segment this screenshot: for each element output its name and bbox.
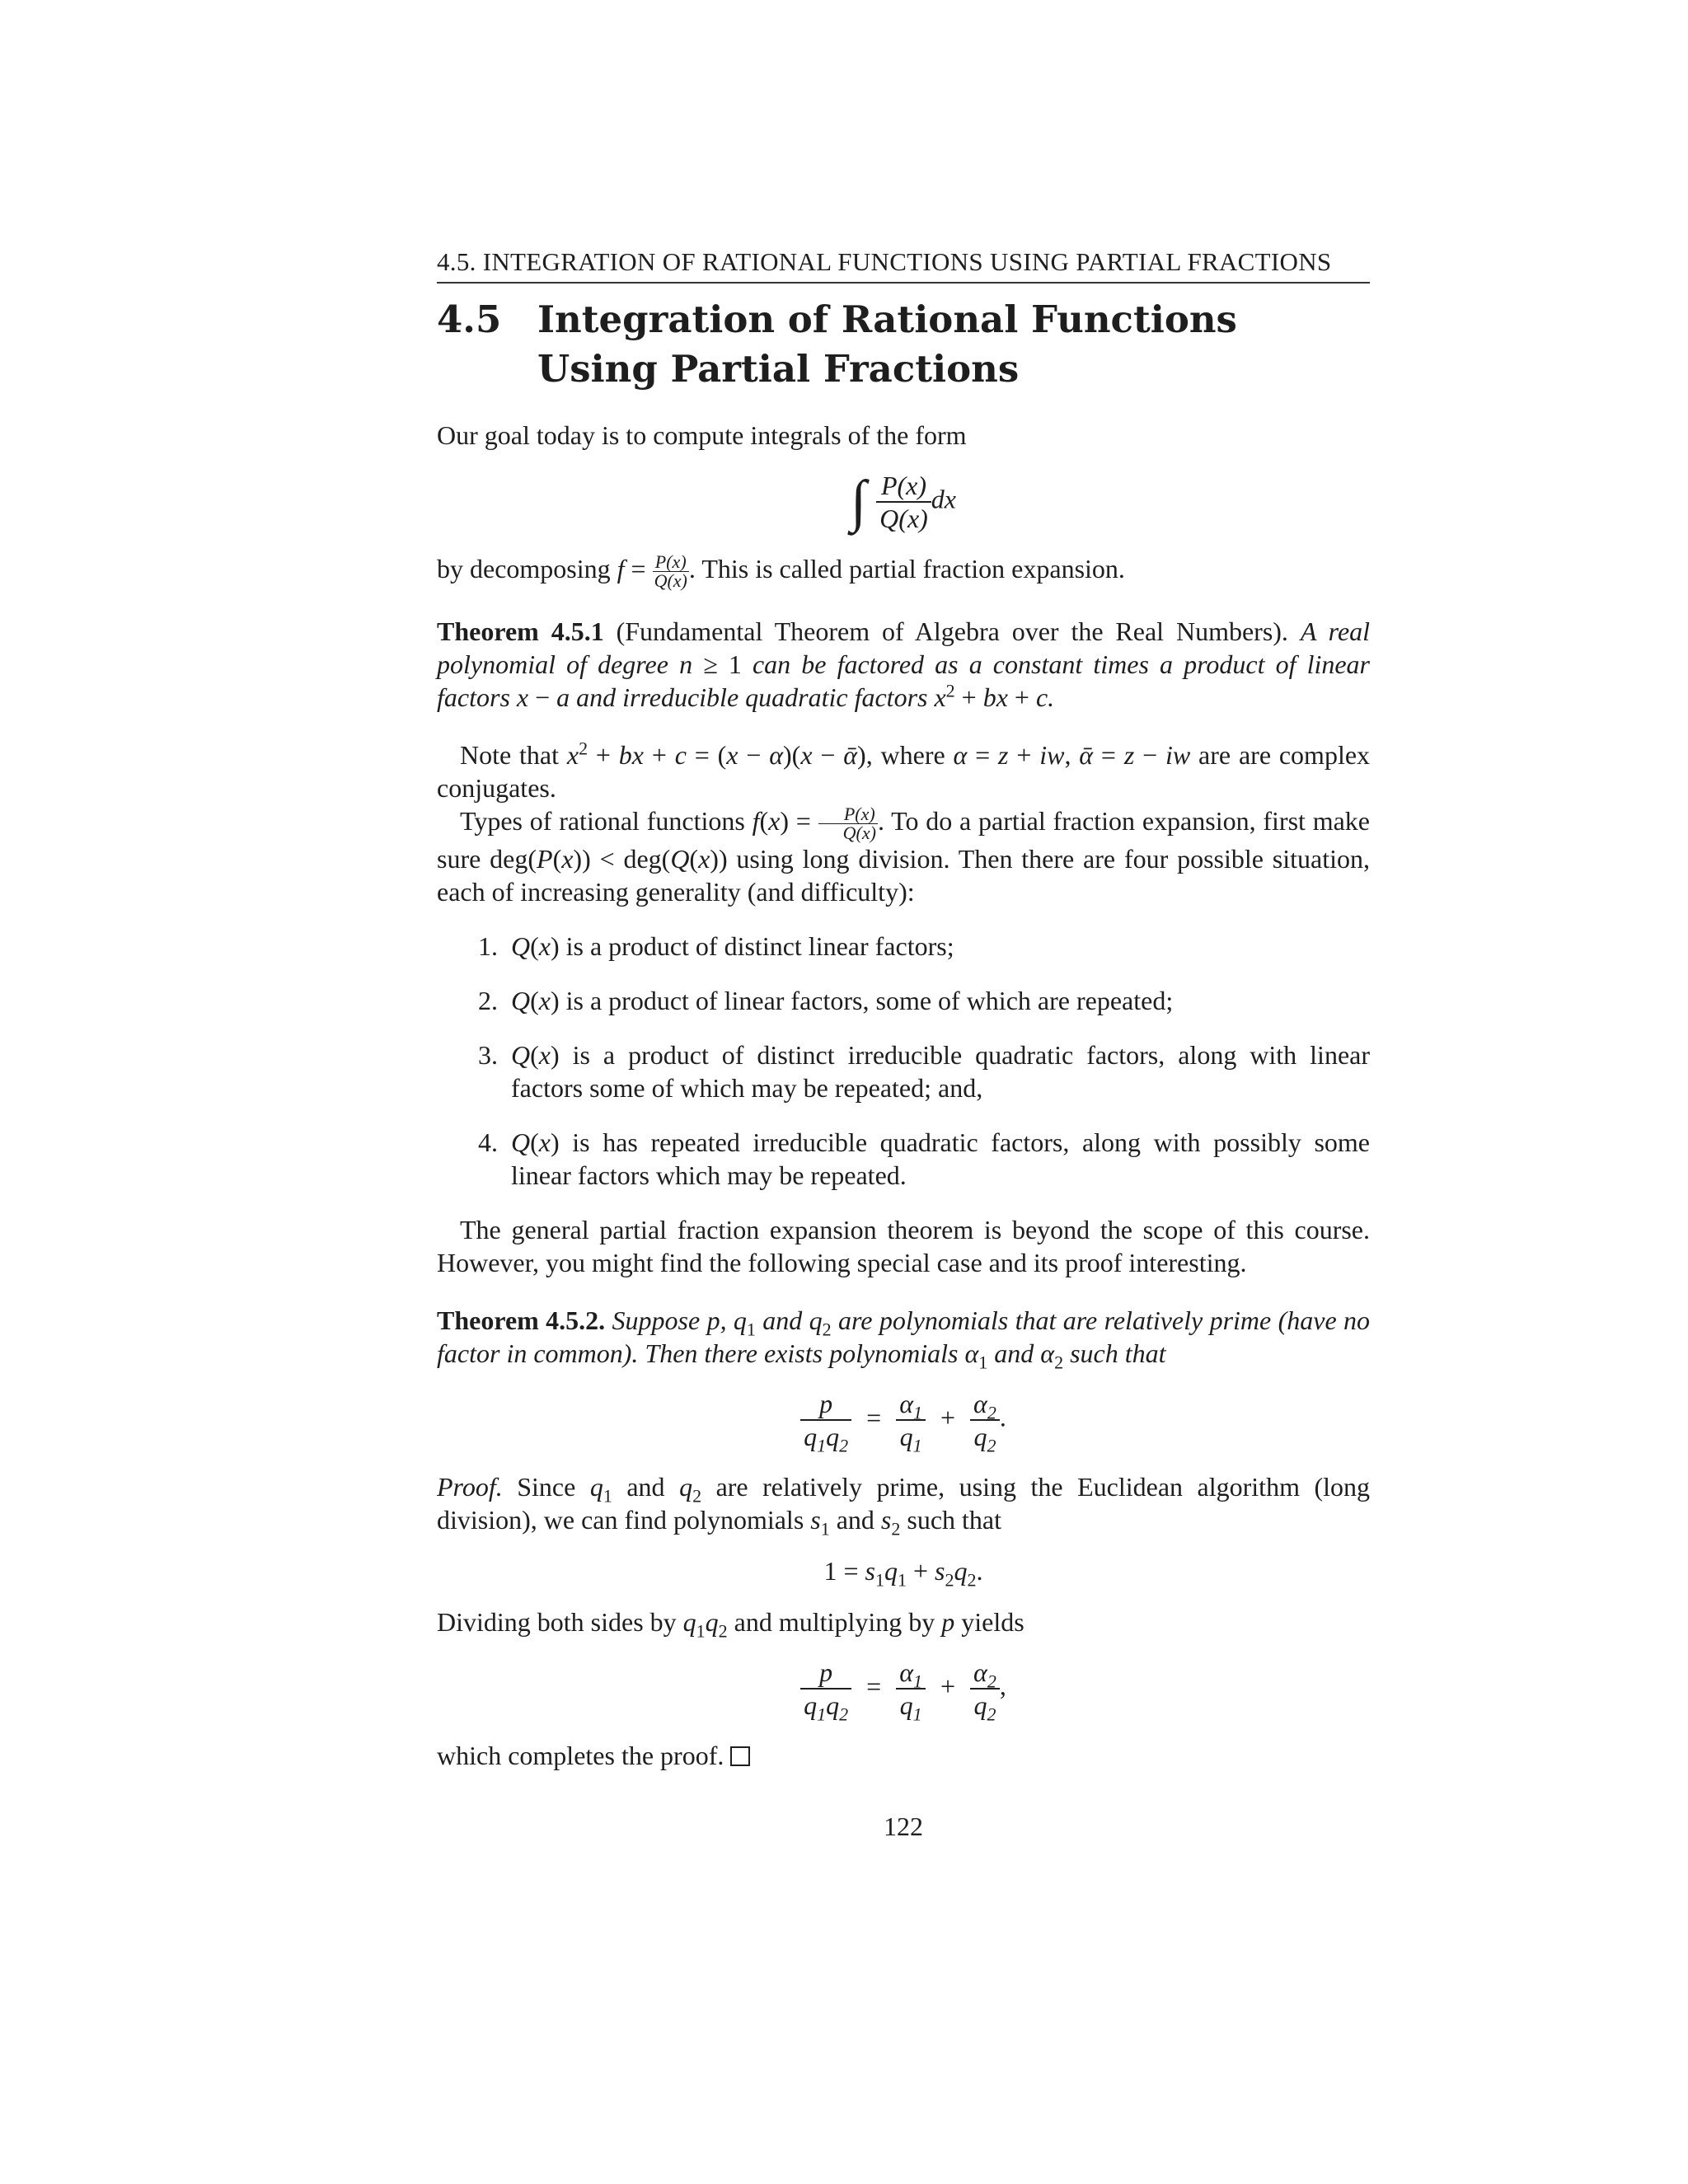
proof-paragraph: Proof. Since $q_1$ and $q_2$ are relatively prime, using the Euclidean algorithm (long division), we can find polynomials $s_1$ and $s_2$ such that <box>437 1472 1371 1540</box>
list-item: 1. Q(x) is a product of distinct linear factors; <box>504 930 1370 963</box>
fraction-p-over-q: $\frac{P(x)}{Q(x)}$ <box>876 470 931 534</box>
completion-sentence: which completes the proof. <box>437 1739 1370 1772</box>
cases-list <box>437 930 1370 1192</box>
theorem-4-5-1: Theorem 4.5.1 (Fundamental Theorem of Algebra over the Real Numbers). A real polynomial of degree n ≥ 1 can be factored as a constant times a product of linear factors x − a and irreducible quadratic factors $x^2$ + bx + c. <box>437 616 1371 713</box>
section-heading: Integration of Rational Functions Using Partial Fractions <box>537 298 1237 391</box>
result-equation: $\frac{p}{q_1q_2}$ = $\frac{\alpha_1}{q_1}$ + $\frac{\alpha_2}{q_2}$ , <box>437 1657 1370 1721</box>
list-item: 2. Q(x) is a product of linear factors, some of which are repeated; <box>504 984 1370 1017</box>
list-item: 4. Q(x) is has repeated irreducible quadratic factors, along with possibly some linear factors which may be repeated. <box>504 1126 1370 1192</box>
theorem-label: Theorem 4.5.2. <box>437 1305 606 1336</box>
qed-square-icon <box>730 1746 750 1766</box>
section-number: 4.5 <box>437 298 502 341</box>
types-paragraph: Types of rational functions f(x) = $\frac{P(x)}{Q(x)}$ . To do a partial fraction expansion, first make sure deg(P(x)) < deg(Q(x)) using long division. Then there are four possible situation, each of increasing generality (and difficulty): <box>437 804 1371 907</box>
integral-sign: ∫ <box>850 470 867 533</box>
general-paragraph: The general partial fraction expansion theorem is beyond the scope of this course. However, you might find the following special case and its proof interesting. <box>437 1215 1370 1278</box>
integral-equation: ∫ $\frac{P(x)}{Q(x)}$ dx <box>850 470 956 533</box>
list-item: 3. Q(x) is a product of distinct irreducible quadratic factors, along with linear factors some of which may be repeated; and, <box>504 1038 1370 1104</box>
theorem-name: (Fundamental Theorem of Algebra over the Real Numbers). <box>603 616 1288 647</box>
decomposition-sentence: by decomposing f = $\frac{P(x)}{Q(x)}$ . This is called partial fraction expansion. <box>437 551 1125 592</box>
section-title <box>437 295 1370 394</box>
theorem-equation: $\frac{p}{q_1q_2}$ = $\frac{\alpha_1}{q_1}$ + $\frac{\alpha_2}{q_2}$ . <box>437 1388 1370 1452</box>
running-head: 4.5. INTEGRATION OF RATIONAL FUNCTIONS USING PARTIAL FRACTIONS <box>437 247 1370 284</box>
document-page <box>437 247 1370 1843</box>
bezout-equation: $1 = s_1q_1 + s_2q_2$. <box>823 1556 983 1591</box>
theorem-4-5-2: Theorem 4.5.2. Suppose p, $q_1$ and $q_2$ are polynomials that are relatively prime (have no factor in common). Then there exists polynomials $\alpha_1$ and $\alpha_2$ such that <box>437 1305 1371 1373</box>
note-paragraph: Note that $x^2$ + bx + c = (x − α)(x − ᾱ), where α = z + iw, ᾱ = z − iw are are complex conjugates. <box>437 738 1371 804</box>
intro-paragraph: Our goal today is to compute integrals of the form <box>437 420 967 450</box>
theorem-label: Theorem 4.5.1 <box>437 616 604 647</box>
dividing-sentence: Dividing both sides by $q_1q_2$ and multiplying by p yields <box>437 1607 1025 1642</box>
page-number: 122 <box>884 1811 923 1842</box>
